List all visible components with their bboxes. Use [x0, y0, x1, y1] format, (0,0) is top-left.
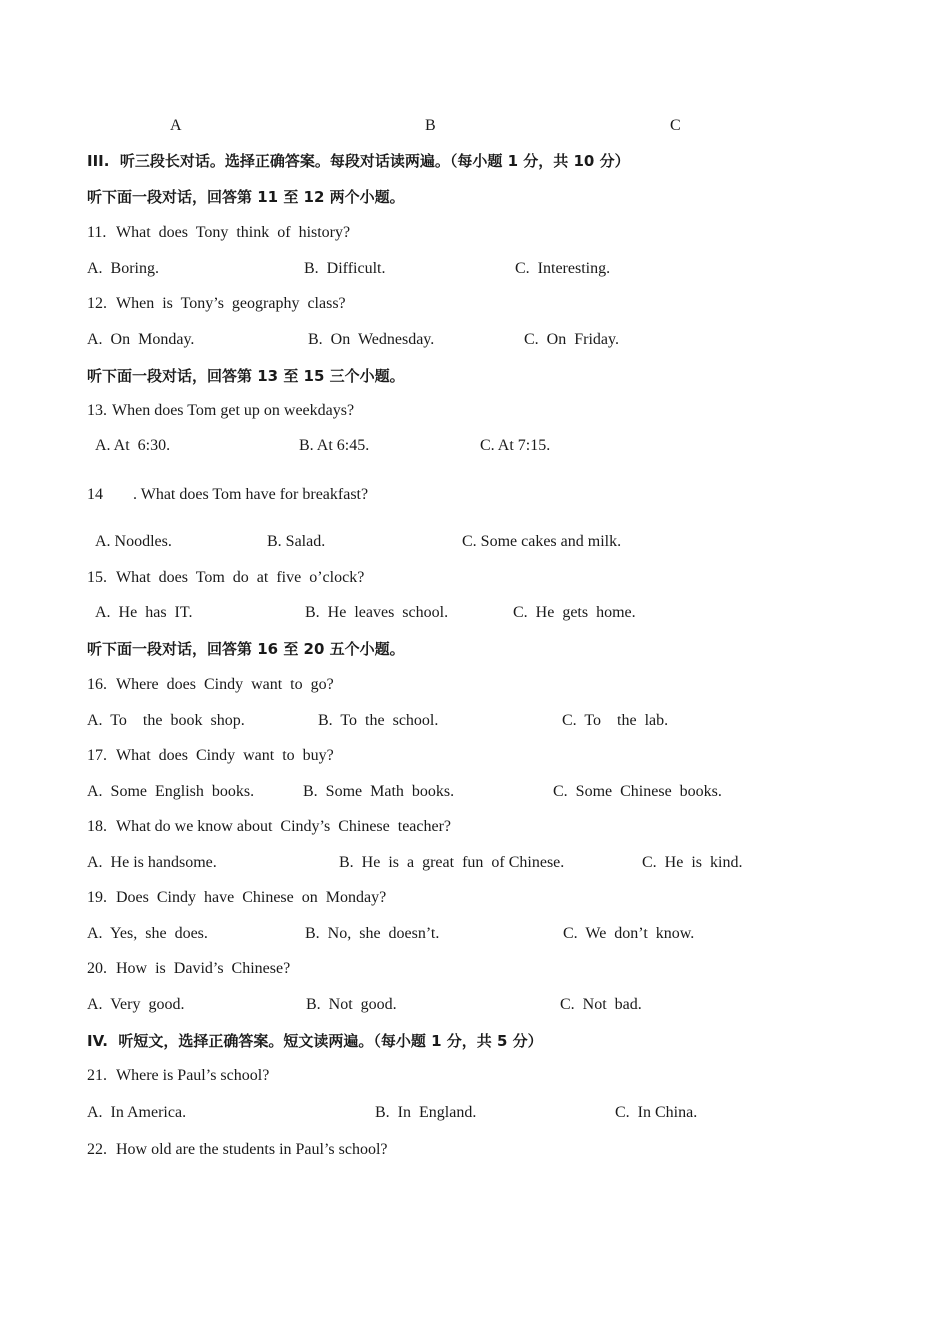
question-text: When does Tom get up on weekdays? [112, 402, 355, 419]
option-c: C. Some cakes and milk. [462, 533, 622, 550]
option-c: C. He is kind. [642, 854, 743, 871]
question-number: 14 [87, 486, 103, 503]
option-b: B. He is a great fun of Chinese. [339, 854, 565, 871]
option-b: B. On Wednesday. [308, 331, 435, 348]
option-c: C. At 7:15. [480, 437, 551, 454]
options-row [0, 436, 950, 460]
question-row [0, 888, 950, 912]
question-number: 11. [87, 224, 107, 241]
option-c: C. On Friday. [524, 331, 619, 348]
question-row [0, 675, 950, 699]
option-c: C. Some Chinese books. [553, 783, 722, 800]
option-a: A. On Monday. [87, 331, 195, 348]
options-row [0, 924, 950, 948]
option-b: B. Some Math books. [303, 783, 455, 800]
option-a: A. At 6:30. [95, 437, 171, 454]
question-number: 13. [87, 402, 107, 419]
question-row [0, 568, 950, 592]
question-number: 22. [87, 1141, 107, 1158]
picture-label-a: A [170, 117, 182, 134]
picture-label-c: C [670, 117, 681, 134]
option-b: B. Difficult. [304, 260, 386, 277]
option-b: B. No, she doesn’t. [305, 925, 440, 942]
question-number: 17. [87, 747, 107, 764]
option-c: C. In China. [615, 1104, 698, 1121]
question-row [0, 746, 950, 770]
question-row [0, 485, 950, 509]
question-number: 16. [87, 676, 107, 693]
option-c: C. Interesting. [515, 260, 611, 277]
option-a: A. Very good. [87, 996, 185, 1013]
options-row [0, 995, 950, 1019]
question-text: Where does Cindy want to go? [116, 676, 334, 693]
options-row [0, 330, 950, 354]
question-row [0, 223, 950, 247]
option-a: A. Some English books. [87, 783, 255, 800]
question-text: When is Tony’s geography class? [116, 295, 346, 312]
option-c: C. Not bad. [560, 996, 642, 1013]
question-row [0, 817, 950, 841]
options-row [0, 853, 950, 877]
question-row [0, 1140, 950, 1164]
question-number: 18. [87, 818, 107, 835]
dialog-intro [0, 366, 950, 390]
dialog-1-intro: 听下面一段对话，回答第 11 至 12 两个小题。 [87, 188, 405, 206]
section-heading [0, 151, 950, 175]
options-row [0, 532, 950, 556]
options-row [0, 782, 950, 806]
section-4-heading: IV. 听短文，选择正确答案。短文读两遍。（每小题 1 分，共 5 分） [87, 1032, 543, 1050]
section-heading [0, 1031, 950, 1055]
section-3-heading: III. 听三段长对话。选择正确答案。每段对话读两遍。（每小题 1 分，共 10 分） [87, 152, 630, 170]
options-row [0, 259, 950, 283]
question-number: 12. [87, 295, 107, 312]
question-row [0, 294, 950, 318]
options-row [0, 1103, 950, 1127]
question-number: 21. [87, 1067, 107, 1084]
options-row [0, 603, 950, 627]
option-a: A. Noodles. [95, 533, 172, 550]
picture-label-b: B [425, 117, 436, 134]
question-number: 20. [87, 960, 107, 977]
question-number: 19. [87, 889, 107, 906]
option-b: B. Not good. [306, 996, 397, 1013]
option-b: B. At 6:45. [299, 437, 370, 454]
option-b: B. Salad. [267, 533, 326, 550]
option-a: A. Boring. [87, 260, 159, 277]
option-a: A. He is handsome. [87, 854, 217, 871]
question-text: What does Tom do at five o’clock? [116, 569, 365, 586]
option-a: A. In America. [87, 1104, 187, 1121]
question-text: How old are the students in Paul’s school? [116, 1141, 388, 1158]
dialog-2-intro: 听下面一段对话，回答第 13 至 15 三个小题。 [87, 367, 405, 385]
question-row [0, 401, 950, 425]
option-c: C. We don’t know. [563, 925, 695, 942]
option-a: A. Yes, she does. [87, 925, 208, 942]
question-row [0, 1066, 950, 1090]
picture-labels-row [0, 116, 950, 140]
option-c: C. He gets home. [513, 604, 636, 621]
option-c: C. To the lab. [562, 712, 669, 729]
question-text: What does Cindy want to buy? [116, 747, 334, 764]
question-text: . What does Tom have for breakfast? [133, 486, 369, 503]
dialog-3-intro: 听下面一段对话，回答第 16 至 20 五个小题。 [87, 640, 405, 658]
option-a: A. To the book shop. [87, 712, 245, 729]
question-row [0, 959, 950, 983]
question-text: What do we know about Cindy’s Chinese teacher? [116, 818, 452, 835]
question-text: How is David’s Chinese? [116, 960, 291, 977]
dialog-intro [0, 639, 950, 663]
question-number: 15. [87, 569, 107, 586]
option-b: B. To the school. [318, 712, 439, 729]
question-text: Does Cindy have Chinese on Monday? [116, 889, 387, 906]
option-b: B. In England. [375, 1104, 477, 1121]
question-text: What does Tony think of history? [116, 224, 351, 241]
option-a: A. He has IT. [95, 604, 193, 621]
options-row [0, 711, 950, 735]
question-text: Where is Paul’s school? [116, 1067, 270, 1084]
dialog-intro [0, 187, 950, 211]
option-b: B. He leaves school. [305, 604, 449, 621]
